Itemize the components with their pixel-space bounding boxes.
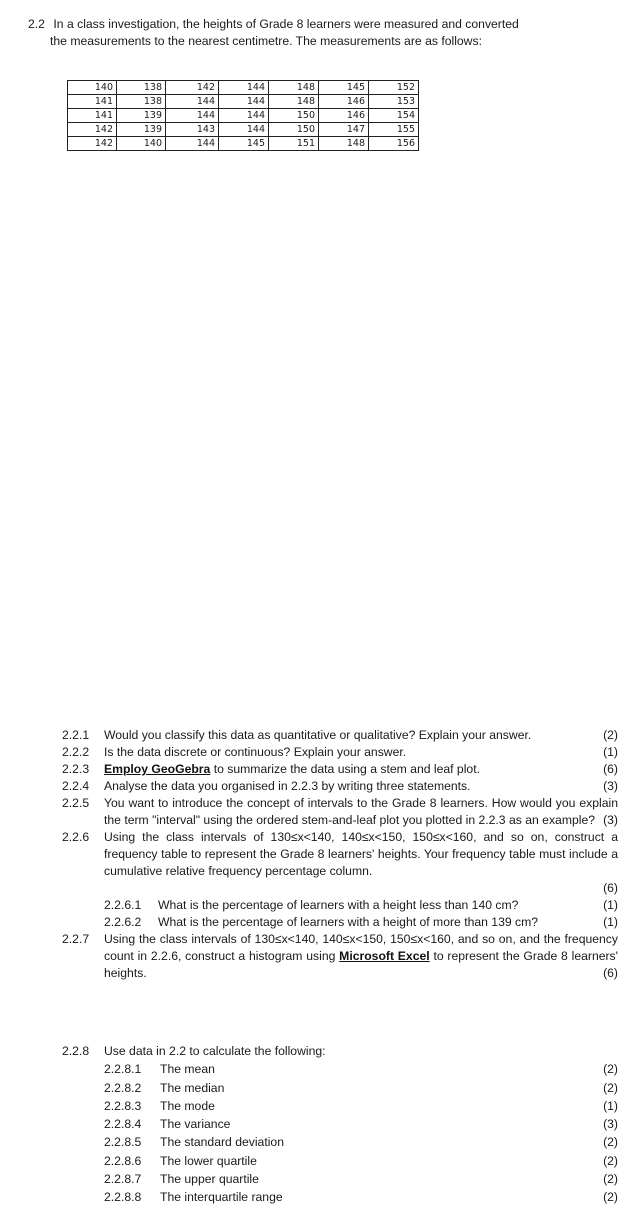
table-cell: 144 [219, 123, 269, 137]
question-text: to represent the Grade 8 learners' heights. [104, 949, 618, 980]
question-text: The standard deviation [160, 1135, 284, 1150]
table-cell: 153 [369, 95, 419, 109]
table-cell: 144 [219, 109, 269, 123]
marks-badge: (3) [603, 813, 618, 827]
marks-badge: (1) [603, 915, 618, 929]
question-2-2-8 [62, 1042, 618, 1207]
geogebra-link[interactable]: Employ GeoGebra [104, 762, 211, 776]
table-cell: 145 [219, 137, 269, 151]
questions-block [62, 727, 618, 982]
question-number: 2.2.7 [62, 932, 90, 946]
table-cell: 155 [369, 123, 419, 137]
question-body [104, 931, 618, 982]
question-2-2-1 [62, 727, 618, 744]
list-item [62, 1133, 618, 1151]
question-body [104, 829, 618, 897]
marks-badge: (2) [603, 728, 618, 742]
question-2-2-5 [62, 795, 618, 829]
marks-badge: (1) [603, 745, 618, 759]
question-number: 2.2 [28, 17, 45, 31]
marks-badge: (1) [603, 1098, 618, 1113]
table-cell: 145 [319, 81, 369, 95]
intro-line-2: the measurements to the nearest centimetre. The measurements are as follows: [50, 34, 482, 48]
table-cell: 156 [369, 137, 419, 151]
question-text: The mode [160, 1098, 215, 1113]
table-cell: 154 [369, 109, 419, 123]
list-item [62, 1188, 618, 1206]
table-cell: 151 [269, 137, 319, 151]
table-row [68, 95, 419, 109]
question-text: The lower quartile [160, 1153, 257, 1168]
question-text: to summarize the data using a stem and leaf plot. [210, 762, 480, 776]
question-number: 2.2.8.7 [104, 1172, 142, 1187]
question-number: 2.2.8.1 [104, 1062, 142, 1077]
list-item [62, 1170, 618, 1188]
question-number: 2.2.8.8 [104, 1190, 142, 1205]
table-cell: 142 [68, 137, 117, 151]
question-text: The mean [160, 1062, 215, 1077]
table-row [68, 123, 419, 137]
question-number: 2.2.5 [62, 796, 90, 810]
list-item [62, 1060, 618, 1078]
question-number: 2.2.8.6 [104, 1153, 142, 1168]
table-cell: 147 [319, 123, 369, 137]
question-2-2-4 [62, 778, 618, 795]
question-number: 2.2.8.3 [104, 1098, 142, 1113]
marks-badge: (2) [603, 1062, 618, 1077]
question-body [104, 795, 618, 829]
intro-text-1: In a class investigation, the heights of Grade 8 learners were measured and converted [53, 17, 519, 31]
list-item [62, 1152, 618, 1170]
question-number: 2.2.4 [62, 779, 90, 793]
table-cell: 152 [369, 81, 419, 95]
table-cell: 144 [166, 137, 219, 151]
question-text: Is the data discrete or continuous? Explain your answer. [104, 745, 407, 759]
marks-badge: (2) [603, 1172, 618, 1187]
table-cell: 144 [166, 109, 219, 123]
question-2-2-3 [62, 761, 618, 778]
question-2-2-8-head [62, 1042, 618, 1060]
marks-badge: (2) [603, 1153, 618, 1168]
question-number: 2.2.8.4 [104, 1117, 142, 1132]
table-cell: 144 [166, 95, 219, 109]
table-cell: 146 [319, 109, 369, 123]
question-number: 2.2.6.1 [104, 898, 142, 912]
marks-badge: (2) [603, 1135, 618, 1150]
excel-link[interactable]: Microsoft Excel [339, 949, 430, 963]
table-cell: 139 [117, 109, 166, 123]
question-text: Would you classify this data as quantitative or qualitative? Explain your answer. [104, 728, 532, 742]
question-body [104, 761, 618, 778]
list-item [62, 1097, 618, 1115]
table-cell: 141 [68, 95, 117, 109]
marks-badge: (6) [603, 966, 618, 980]
table-cell: 146 [319, 95, 369, 109]
table-cell: 150 [269, 109, 319, 123]
table-cell: 138 [117, 81, 166, 95]
calculation-list [62, 1060, 618, 1206]
table-cell: 144 [219, 81, 269, 95]
question-number: 2.2.8.2 [104, 1080, 142, 1095]
question-body [104, 778, 618, 795]
question-text: Using the class intervals of 130≤x<140, 140≤x<150, 150≤x<160, and so on, construct a frequency table to represent the Grade 8 learners' heights. Your frequency table must include a cumulative relative frequency percentage column. [104, 830, 618, 878]
table-cell: 150 [269, 123, 319, 137]
question-text: What is the percentage of learners with a height of more than 139 cm? [158, 915, 539, 929]
marks-badge: (1) [603, 898, 618, 912]
table-cell: 148 [269, 81, 319, 95]
marks-badge: (6) [603, 762, 618, 776]
question-2-2-7 [62, 931, 618, 982]
question-text: The median [160, 1080, 225, 1095]
marks-badge: (2) [603, 1080, 618, 1095]
question-2-2-6-1 [62, 897, 618, 914]
question-number: 2.2.8.5 [104, 1135, 142, 1150]
marks-badge: (6) [603, 881, 618, 895]
question-text: The interquartile range [160, 1190, 283, 1205]
question-body [158, 897, 618, 914]
question-number: 2.2.2 [62, 745, 90, 759]
question-text: What is the percentage of learners with a height less than 140 cm? [158, 898, 519, 912]
question-2-2-6-2 [62, 914, 618, 931]
list-item [62, 1115, 618, 1133]
table-cell: 142 [68, 123, 117, 137]
table-cell: 148 [269, 95, 319, 109]
question-number: 2.2.6.2 [104, 915, 142, 929]
question-body [158, 914, 618, 931]
question-2-2-2 [62, 744, 618, 761]
table-cell: 138 [117, 95, 166, 109]
marks-badge: (2) [603, 1190, 618, 1205]
marks-badge: (3) [603, 779, 618, 793]
table-cell: 143 [166, 123, 219, 137]
question-text: Analyse the data you organised in 2.2.3 by writing three statements. [104, 779, 471, 793]
table-row [68, 109, 419, 123]
heights-table [67, 80, 419, 151]
question-text: Using the class intervals of 130≤x<140, 140≤x<150, 150≤x<160, and so on, and the frequency count in 2.2.6, construct a histogram using [104, 932, 618, 963]
question-number: 2.2.8 [62, 1044, 90, 1058]
question-number: 2.2.1 [62, 728, 90, 742]
table-row [68, 137, 419, 151]
question-body [104, 727, 618, 744]
table-cell: 144 [219, 95, 269, 109]
table-cell: 142 [166, 81, 219, 95]
table-cell: 148 [319, 137, 369, 151]
question-text: Use data in 2.2 to calculate the following: [104, 1044, 326, 1058]
table-cell: 140 [68, 81, 117, 95]
marks-badge: (3) [603, 1117, 618, 1132]
question-number: 2.2.3 [62, 762, 90, 776]
question-text: The upper quartile [160, 1172, 259, 1187]
list-item [62, 1079, 618, 1097]
question-text: You want to introduce the concept of intervals to the Grade 8 learners. How would you explain the term "interval" using the ordered stem-and-leaf plot you plotted in 2.2.3 as an example? [104, 796, 618, 827]
question-2-2-intro [28, 16, 618, 50]
question-body [104, 744, 618, 761]
table-row [68, 81, 419, 95]
question-2-2-6 [62, 829, 618, 897]
table-cell: 140 [117, 137, 166, 151]
question-text: The variance [160, 1117, 231, 1132]
question-number: 2.2.6 [62, 830, 90, 844]
table-cell: 141 [68, 109, 117, 123]
intro-line-1 [28, 16, 618, 33]
heights-table-body [68, 81, 419, 151]
table-cell: 139 [117, 123, 166, 137]
